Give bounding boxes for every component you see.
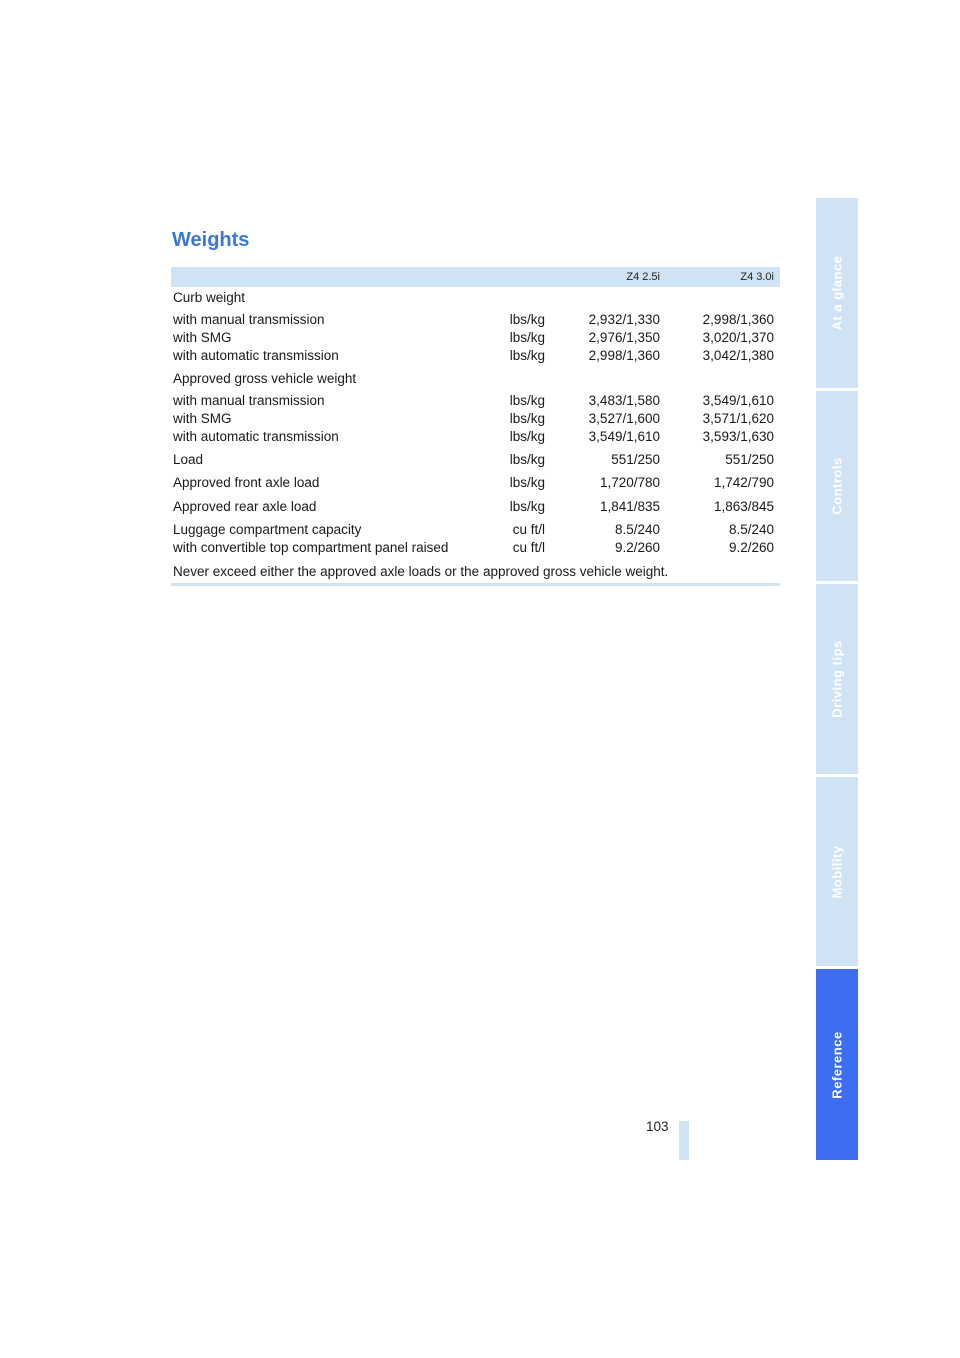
row-label: Load — [173, 452, 204, 467]
row-label: with automatic transmission — [173, 348, 339, 363]
row-label: with convertible top compartment panel raised — [173, 540, 449, 555]
row-label: Luggage compartment capacity — [173, 522, 362, 537]
row-value-z4-25i: 1,841/835 — [599, 499, 660, 514]
row-value-z4-30i: 551/250 — [725, 452, 774, 467]
tab-label: Reference — [829, 1030, 845, 1099]
row-label: with SMG — [173, 330, 232, 345]
row-value-z4-25i: 2,976/1,350 — [588, 330, 660, 345]
row-unit: lbs/kg — [509, 348, 545, 363]
row-value-z4-25i: 3,527/1,600 — [588, 411, 660, 426]
table-row — [171, 428, 780, 446]
row-value-z4-30i: 9.2/260 — [728, 540, 774, 555]
tab-label: At a glance — [829, 255, 845, 331]
note-text: Never exceed either the approved axle loads or the approved gross vehicle weight. — [173, 564, 669, 579]
table-row — [171, 539, 780, 557]
row-unit: lbs/kg — [509, 429, 545, 444]
tab-label: Controls — [829, 457, 845, 515]
tab-label: Driving tips — [829, 640, 845, 718]
row-label: with manual transmission — [173, 393, 325, 408]
row-label: with manual transmission — [173, 312, 325, 327]
row-value-z4-30i: 3,571/1,620 — [702, 411, 774, 426]
column-header-z4-25i: Z4 2.5i — [626, 271, 660, 283]
tab-label: Mobility — [829, 844, 845, 899]
row-value-z4-25i: 3,483/1,580 — [588, 393, 660, 408]
table-bottom-rule — [171, 583, 780, 586]
row-value-z4-25i: 551/250 — [611, 452, 660, 467]
row-unit: lbs/kg — [509, 312, 545, 327]
row-value-z4-30i: 8.5/240 — [728, 522, 774, 537]
row-unit: lbs/kg — [509, 411, 545, 426]
page-number: 103 — [646, 1119, 669, 1134]
tab-at-a-glance[interactable] — [816, 198, 858, 388]
row-value-z4-30i: 1,863/845 — [713, 499, 774, 514]
row-unit: cu ft/l — [512, 522, 545, 537]
row-unit: lbs/kg — [509, 499, 545, 514]
table-row — [171, 521, 780, 539]
column-header-z4-30i: Z4 3.0i — [740, 271, 774, 283]
row-value-z4-30i: 3,042/1,380 — [702, 348, 774, 363]
table-row — [171, 347, 780, 365]
row-value-z4-25i: 9.2/260 — [614, 540, 660, 555]
table-row — [171, 289, 780, 307]
weights-table — [171, 267, 780, 287]
table-row — [171, 370, 780, 388]
row-value-z4-30i: 2,998/1,360 — [702, 312, 774, 327]
table-row — [171, 329, 780, 347]
table-row — [171, 498, 780, 516]
row-label: Curb weight — [173, 290, 246, 305]
table-row — [171, 410, 780, 428]
tab-mobility[interactable] — [816, 777, 858, 966]
row-label: with automatic transmission — [173, 429, 339, 444]
row-value-z4-25i: 8.5/240 — [614, 522, 660, 537]
row-value-z4-25i: 3,549/1,610 — [588, 429, 660, 444]
row-value-z4-25i: 2,998/1,360 — [588, 348, 660, 363]
row-label: with SMG — [173, 411, 232, 426]
row-label: Approved gross vehicle weight — [173, 371, 357, 386]
tab-reference[interactable] — [816, 969, 858, 1160]
table-header — [171, 267, 780, 287]
row-value-z4-30i: 3,549/1,610 — [702, 393, 774, 408]
tab-controls[interactable] — [816, 391, 858, 581]
table-row — [171, 474, 780, 492]
row-unit: lbs/kg — [509, 452, 545, 467]
page-number-bar — [679, 1121, 689, 1160]
row-value-z4-25i: 2,932/1,330 — [588, 312, 660, 327]
row-value-z4-30i: 3,593/1,630 — [702, 429, 774, 444]
row-unit: cu ft/l — [512, 540, 545, 555]
row-value-z4-30i: 1,742/790 — [713, 475, 774, 490]
row-value-z4-25i: 1,720/780 — [599, 475, 660, 490]
table-row — [171, 392, 780, 410]
row-unit: lbs/kg — [509, 393, 545, 408]
section-title: Weights — [172, 229, 250, 251]
table-row — [171, 311, 780, 329]
row-unit: lbs/kg — [509, 330, 545, 345]
row-label: Approved front axle load — [173, 475, 320, 490]
table-row — [171, 451, 780, 469]
row-unit: lbs/kg — [509, 475, 545, 490]
row-label: Approved rear axle load — [173, 499, 317, 514]
row-value-z4-30i: 3,020/1,370 — [702, 330, 774, 345]
tab-driving-tips[interactable] — [816, 584, 858, 774]
